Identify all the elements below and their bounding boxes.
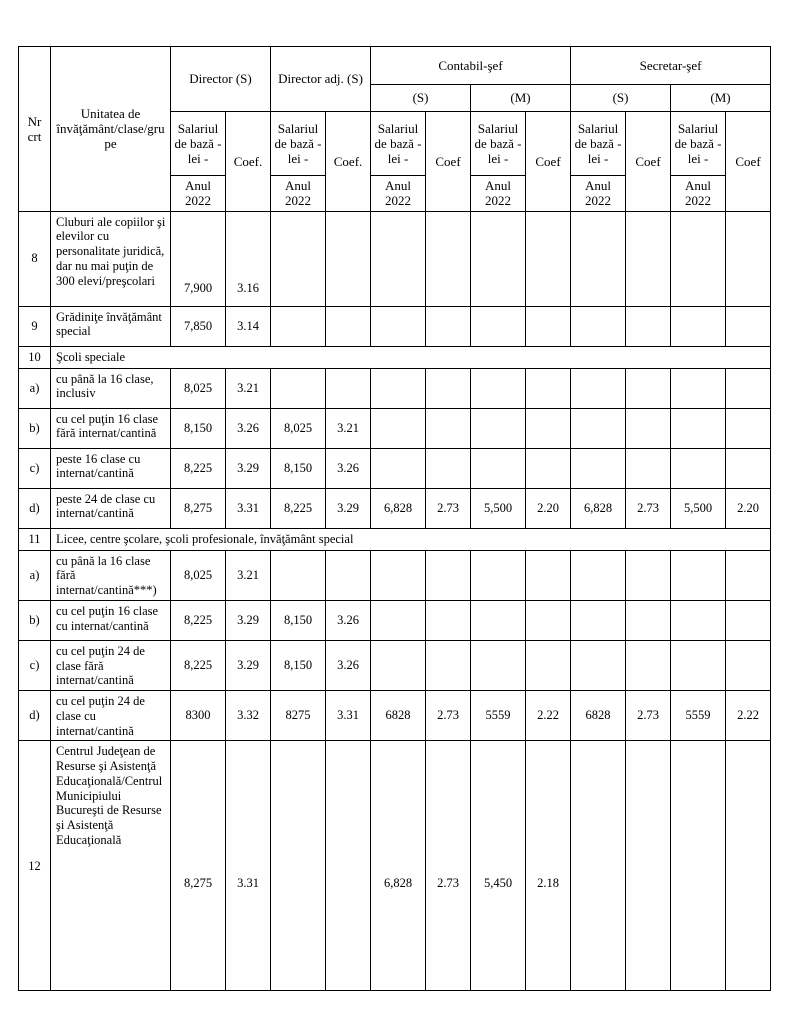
cell-contabil-m-salary: [471, 550, 526, 600]
col-header-secretar-m-coef: Coef: [726, 112, 771, 212]
cell-director-adj-coef: 3.21: [326, 408, 371, 448]
cell-contabil-s-coef: [426, 550, 471, 600]
col-header-director-coef: Coef.: [226, 112, 271, 212]
cell-director-s-salary: 8,225: [171, 448, 226, 488]
cell-contabil-s-salary: [371, 640, 426, 690]
cell-secretar-s-salary: [571, 211, 626, 306]
cell-director-s-salary: 8,025: [171, 368, 226, 408]
cell-secretar-s-salary: [571, 306, 626, 346]
cell-contabil-m-salary: 5,500: [471, 488, 526, 528]
cell-contabil-m-salary: [471, 211, 526, 306]
cell-contabil-s-coef: [426, 640, 471, 690]
cell-secretar-s-coef: [626, 640, 671, 690]
table-row: [19, 368, 771, 408]
cell-director-adj-coef: 3.29: [326, 488, 371, 528]
cell-contabil-m-coef: [526, 600, 571, 640]
cell-contabil-m-salary: 5,450: [471, 741, 526, 991]
row-number-cell: c): [19, 640, 51, 690]
cell-director-s-coef: 3.29: [226, 448, 271, 488]
cell-director-adj-coef: [326, 306, 371, 346]
col-header-director-adj-coef: Coef.: [326, 112, 371, 212]
col-header-secretar: Secretar-şef: [571, 47, 771, 85]
cell-contabil-m-coef: [526, 306, 571, 346]
cell-secretar-s-salary: [571, 448, 626, 488]
cell-contabil-m-coef: [526, 368, 571, 408]
cell-secretar-m-salary: 5,500: [671, 488, 726, 528]
cell-director-adj-salary: [271, 368, 326, 408]
cell-secretar-m-coef: [726, 741, 771, 991]
col-header-contabil-m: (M): [471, 85, 571, 112]
cell-contabil-s-coef: [426, 448, 471, 488]
cell-director-s-salary: 8,150: [171, 408, 226, 448]
cell-director-s-coef: 3.29: [226, 640, 271, 690]
row-number-cell: 11: [19, 528, 51, 550]
salary-table: [18, 46, 771, 991]
cell-director-adj-salary: 8,150: [271, 600, 326, 640]
row-number-cell: 12: [19, 741, 51, 991]
cell-director-s-coef: 3.29: [226, 600, 271, 640]
cell-director-adj-salary: 8,150: [271, 640, 326, 690]
cell-director-s-salary: 8300: [171, 691, 226, 741]
col-header-director-year: Anul 2022: [171, 176, 226, 212]
cell-contabil-s-salary: 6,828: [371, 741, 426, 991]
cell-director-s-coef: 3.21: [226, 550, 271, 600]
cell-contabil-s-coef: [426, 306, 471, 346]
table-row: [19, 600, 771, 640]
cell-secretar-s-salary: 6828: [571, 691, 626, 741]
cell-secretar-m-coef: [726, 368, 771, 408]
table-row: [19, 306, 771, 346]
col-header-contabil-s-year: Anul 2022: [371, 176, 426, 212]
unit-label-cell: peste 24 de clase cu internat/cantină: [51, 488, 171, 528]
cell-secretar-m-salary: [671, 306, 726, 346]
col-header-contabil-s-salary: Salariul de bază - lei -: [371, 112, 426, 176]
cell-contabil-s-salary: 6828: [371, 691, 426, 741]
unit-label-cell: cu cel puţin 24 de clase fără internat/cantină: [51, 640, 171, 690]
cell-director-adj-coef: 3.26: [326, 448, 371, 488]
col-header-secretar-s: (S): [571, 85, 671, 112]
cell-contabil-s-coef: [426, 368, 471, 408]
table-row: [19, 408, 771, 448]
row-number-cell: b): [19, 408, 51, 448]
col-header-secretar-m-salary: Salariul de bază - lei -: [671, 112, 726, 176]
unit-label-cell: cu cel puţin 24 de clase cu internat/cantină: [51, 691, 171, 741]
cell-director-s-coef: 3.32: [226, 691, 271, 741]
table-row: [19, 448, 771, 488]
cell-contabil-s-salary: [371, 306, 426, 346]
cell-secretar-s-salary: [571, 550, 626, 600]
cell-secretar-s-salary: [571, 408, 626, 448]
cell-director-s-salary: 7,900: [171, 211, 226, 306]
row-number-cell: d): [19, 691, 51, 741]
table-row: [19, 488, 771, 528]
cell-contabil-s-salary: [371, 408, 426, 448]
col-header-contabil-m-coef: Coef: [526, 112, 571, 212]
cell-secretar-s-coef: 2.73: [626, 488, 671, 528]
cell-director-s-salary: 8,225: [171, 640, 226, 690]
col-header-secretar-s-coef: Coef: [626, 112, 671, 212]
row-number-cell: c): [19, 448, 51, 488]
cell-secretar-s-coef: [626, 368, 671, 408]
cell-secretar-m-coef: [726, 211, 771, 306]
cell-contabil-m-salary: [471, 448, 526, 488]
section-label-cell: Şcoli speciale: [51, 346, 771, 368]
cell-contabil-m-salary: [471, 408, 526, 448]
table-row: [19, 741, 771, 991]
cell-secretar-m-salary: [671, 640, 726, 690]
cell-contabil-m-coef: [526, 448, 571, 488]
col-header-secretar-s-year: Anul 2022: [571, 176, 626, 212]
cell-director-s-coef: 3.26: [226, 408, 271, 448]
row-number-cell: b): [19, 600, 51, 640]
table-row: [19, 550, 771, 600]
unit-label-cell: Centrul Judeţean de Resurse şi Asistenţă Educaţională/Centrul Municipiului Bucureşti de Resurse şi Asistenţă Educaţională: [51, 741, 171, 991]
cell-secretar-s-salary: [571, 741, 626, 991]
cell-contabil-s-salary: [371, 448, 426, 488]
cell-secretar-s-coef: [626, 600, 671, 640]
cell-director-adj-salary: 8,225: [271, 488, 326, 528]
col-header-director-adj-year: Anul 2022: [271, 176, 326, 212]
col-header-contabil-s-coef: Coef: [426, 112, 471, 212]
cell-secretar-m-coef: [726, 550, 771, 600]
col-header-director: Director (S): [171, 47, 271, 112]
cell-contabil-s-salary: [371, 211, 426, 306]
cell-contabil-m-coef: 2.22: [526, 691, 571, 741]
cell-secretar-m-coef: [726, 408, 771, 448]
cell-secretar-s-coef: [626, 408, 671, 448]
table-header: [19, 47, 771, 212]
cell-contabil-m-coef: [526, 408, 571, 448]
cell-contabil-s-salary: [371, 600, 426, 640]
cell-contabil-m-coef: [526, 211, 571, 306]
cell-director-adj-coef: 3.26: [326, 640, 371, 690]
cell-director-adj-salary: [271, 741, 326, 991]
row-number-cell: a): [19, 368, 51, 408]
cell-secretar-m-coef: [726, 640, 771, 690]
col-header-unit: Unitatea de învăţământ/clase/grupe: [51, 47, 171, 212]
cell-secretar-m-salary: 5559: [671, 691, 726, 741]
cell-secretar-m-coef: 2.20: [726, 488, 771, 528]
cell-director-s-salary: 8,275: [171, 488, 226, 528]
cell-director-adj-coef: [326, 211, 371, 306]
cell-contabil-m-salary: [471, 368, 526, 408]
col-header-secretar-m: (M): [671, 85, 771, 112]
section-label-cell: Licee, centre şcolare, şcoli profesionale, învăţământ special: [51, 528, 771, 550]
cell-director-adj-coef: [326, 368, 371, 408]
cell-director-s-coef: 3.31: [226, 741, 271, 991]
col-header-nr: Nr crt: [19, 47, 51, 212]
cell-secretar-s-coef: 2.73: [626, 691, 671, 741]
cell-contabil-m-coef: [526, 640, 571, 690]
cell-contabil-m-salary: 5559: [471, 691, 526, 741]
cell-secretar-s-coef: [626, 448, 671, 488]
cell-contabil-s-coef: [426, 211, 471, 306]
col-header-contabil-s: (S): [371, 85, 471, 112]
unit-label-cell: cu cel puţin 16 clase cu internat/cantină: [51, 600, 171, 640]
row-number-cell: 9: [19, 306, 51, 346]
table-row: [19, 640, 771, 690]
cell-contabil-m-coef: 2.20: [526, 488, 571, 528]
cell-contabil-m-salary: [471, 600, 526, 640]
unit-label-cell: Grădiniţe învăţământ special: [51, 306, 171, 346]
cell-contabil-s-salary: [371, 550, 426, 600]
cell-secretar-m-coef: [726, 306, 771, 346]
cell-secretar-s-coef: [626, 306, 671, 346]
cell-director-adj-salary: 8,025: [271, 408, 326, 448]
cell-director-s-salary: 8,275: [171, 741, 226, 991]
cell-secretar-m-salary: [671, 408, 726, 448]
unit-label-cell: Cluburi ale copiilor şi elevilor cu personalitate juridică, dar nu mai puţin de 300 elevi/preşcolari: [51, 211, 171, 306]
cell-contabil-m-coef: 2.18: [526, 741, 571, 991]
cell-secretar-m-coef: [726, 600, 771, 640]
cell-director-s-salary: 8,025: [171, 550, 226, 600]
cell-contabil-m-salary: [471, 640, 526, 690]
unit-label-cell: cu până la 16 clase, inclusiv: [51, 368, 171, 408]
cell-director-adj-coef: [326, 550, 371, 600]
cell-contabil-s-coef: 2.73: [426, 691, 471, 741]
table-row: [19, 211, 771, 306]
cell-secretar-s-coef: [626, 741, 671, 991]
cell-secretar-m-salary: [671, 550, 726, 600]
row-number-cell: d): [19, 488, 51, 528]
cell-contabil-s-coef: [426, 600, 471, 640]
cell-secretar-m-salary: [671, 600, 726, 640]
cell-director-s-coef: 3.31: [226, 488, 271, 528]
col-header-contabil: Contabil-şef: [371, 47, 571, 85]
cell-director-adj-salary: [271, 550, 326, 600]
cell-secretar-s-coef: [626, 550, 671, 600]
row-number-cell: 10: [19, 346, 51, 368]
cell-director-s-coef: 3.14: [226, 306, 271, 346]
cell-secretar-m-salary: [671, 211, 726, 306]
cell-contabil-m-coef: [526, 550, 571, 600]
table-row: [19, 691, 771, 741]
cell-director-adj-coef: [326, 741, 371, 991]
cell-secretar-s-coef: [626, 211, 671, 306]
row-number-cell: a): [19, 550, 51, 600]
cell-director-adj-salary: [271, 306, 326, 346]
col-header-contabil-m-year: Anul 2022: [471, 176, 526, 212]
unit-label-cell: peste 16 clase cu internat/cantină: [51, 448, 171, 488]
cell-director-adj-coef: 3.31: [326, 691, 371, 741]
cell-director-adj-salary: 8,150: [271, 448, 326, 488]
cell-secretar-s-salary: [571, 600, 626, 640]
col-header-director-adj: Director adj. (S): [271, 47, 371, 112]
cell-director-adj-coef: 3.26: [326, 600, 371, 640]
table-row: [19, 346, 771, 368]
cell-contabil-s-coef: 2.73: [426, 488, 471, 528]
cell-secretar-m-salary: [671, 741, 726, 991]
cell-contabil-s-coef: [426, 408, 471, 448]
cell-contabil-s-salary: 6,828: [371, 488, 426, 528]
col-header-director-salary: Salariul de bază - lei -: [171, 112, 226, 176]
cell-secretar-m-salary: [671, 448, 726, 488]
cell-secretar-s-salary: [571, 368, 626, 408]
cell-secretar-m-salary: [671, 368, 726, 408]
cell-secretar-s-salary: [571, 640, 626, 690]
cell-director-s-coef: 3.16: [226, 211, 271, 306]
col-header-secretar-s-salary: Salariul de bază - lei -: [571, 112, 626, 176]
table-row: [19, 528, 771, 550]
row-number-cell: 8: [19, 211, 51, 306]
col-header-director-adj-salary: Salariul de bază - lei -: [271, 112, 326, 176]
cell-director-s-salary: 8,225: [171, 600, 226, 640]
cell-director-adj-salary: [271, 211, 326, 306]
table-body: [19, 211, 771, 991]
cell-secretar-s-salary: 6,828: [571, 488, 626, 528]
cell-secretar-m-coef: [726, 448, 771, 488]
unit-label-cell: cu cel puţin 16 clase fără internat/cantină: [51, 408, 171, 448]
cell-contabil-m-salary: [471, 306, 526, 346]
cell-contabil-s-coef: 2.73: [426, 741, 471, 991]
cell-director-adj-salary: 8275: [271, 691, 326, 741]
cell-director-s-coef: 3.21: [226, 368, 271, 408]
cell-director-s-salary: 7,850: [171, 306, 226, 346]
unit-label-cell: cu până la 16 clase fără internat/cantină***): [51, 550, 171, 600]
col-header-secretar-m-year: Anul 2022: [671, 176, 726, 212]
cell-secretar-m-coef: 2.22: [726, 691, 771, 741]
cell-contabil-s-salary: [371, 368, 426, 408]
col-header-contabil-m-salary: Salariul de bază - lei -: [471, 112, 526, 176]
